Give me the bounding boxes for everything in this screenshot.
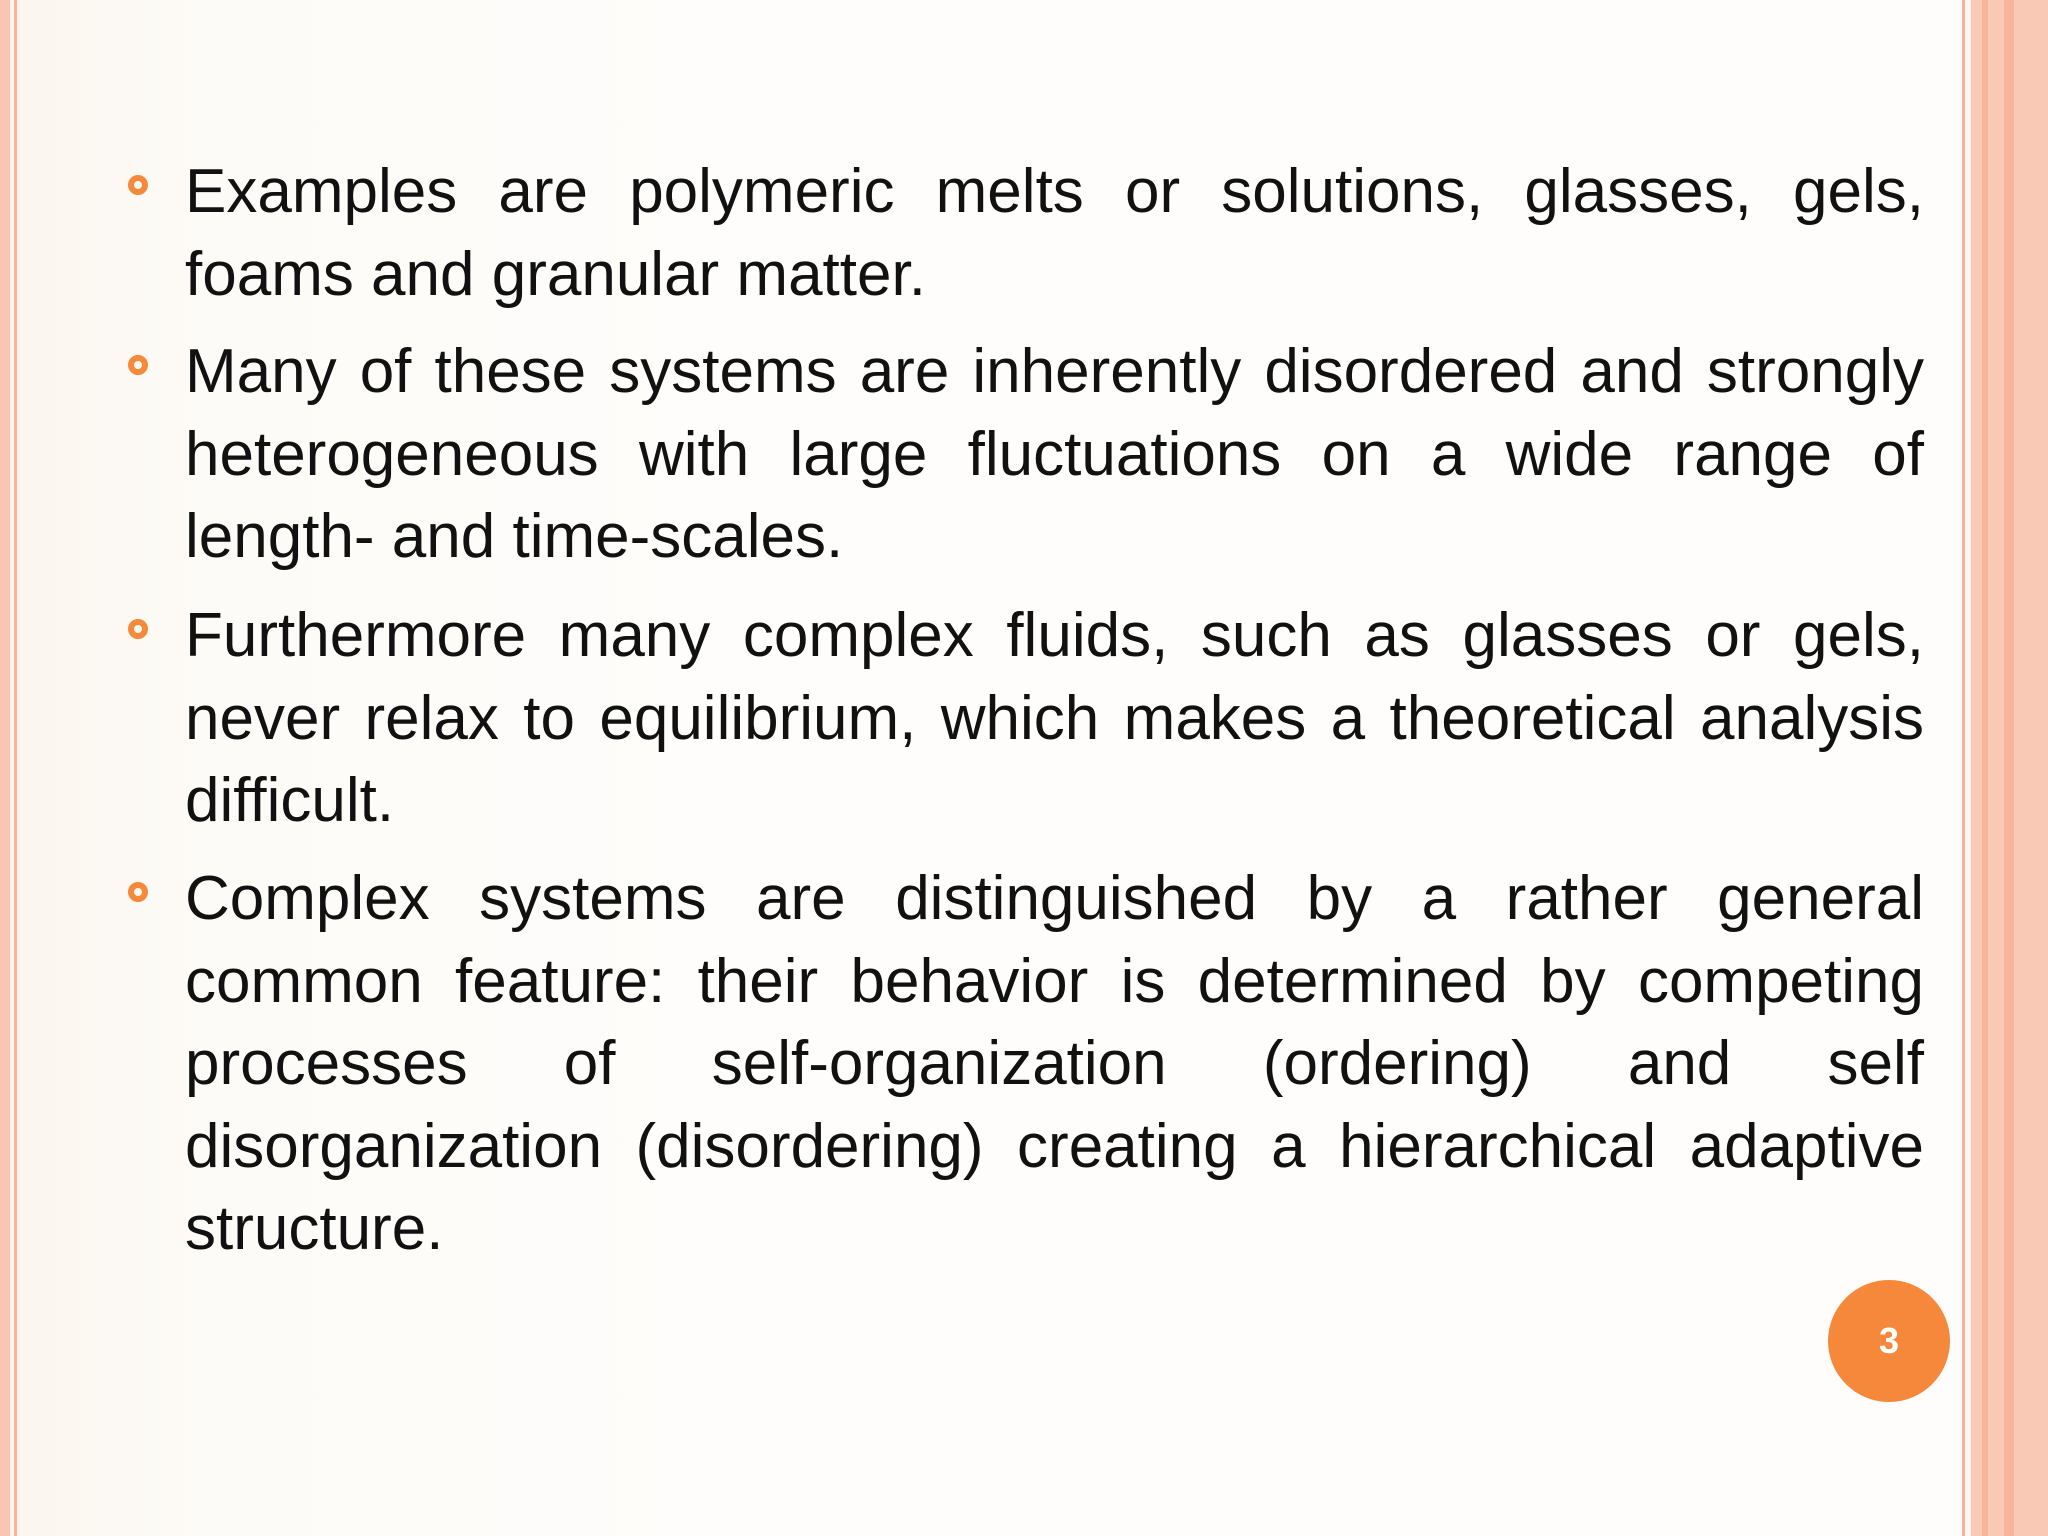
circle-bullet-icon (128, 882, 148, 902)
right-border-line (1962, 0, 1965, 1536)
bullet-text: Furthermore many complex fluids, such as glasses or gels, never relax to equilibrium, which makes a theoretical analysis difficult. (185, 601, 1924, 835)
right-border-stripe (1982, 0, 1988, 1536)
right-border-stripe (2004, 0, 2014, 1536)
bullet-text: Complex systems are distinguished by a rather general common feature: their behavior is determined by competing processes of self-organization (ordering) and self disorganization (disordering) creating a hierarchical adaptive structure. (185, 864, 1924, 1263)
bullet-text: Examples are polymeric melts or solutions, glasses, gels, foams and granular matter. (185, 157, 1924, 309)
left-border-band (0, 0, 10, 1536)
page-number-badge (1828, 1280, 1950, 1402)
bullet-text: Many of these systems are inherently disordered and strongly heterogeneous with large fluctuations on a wide range of length- and time-scales. (185, 337, 1924, 571)
circle-bullet-icon (128, 175, 148, 195)
page-number: 3 (1878, 1320, 1900, 1361)
circle-bullet-icon (128, 619, 148, 639)
left-border-line (14, 0, 17, 1536)
circle-bullet-icon (128, 355, 148, 375)
